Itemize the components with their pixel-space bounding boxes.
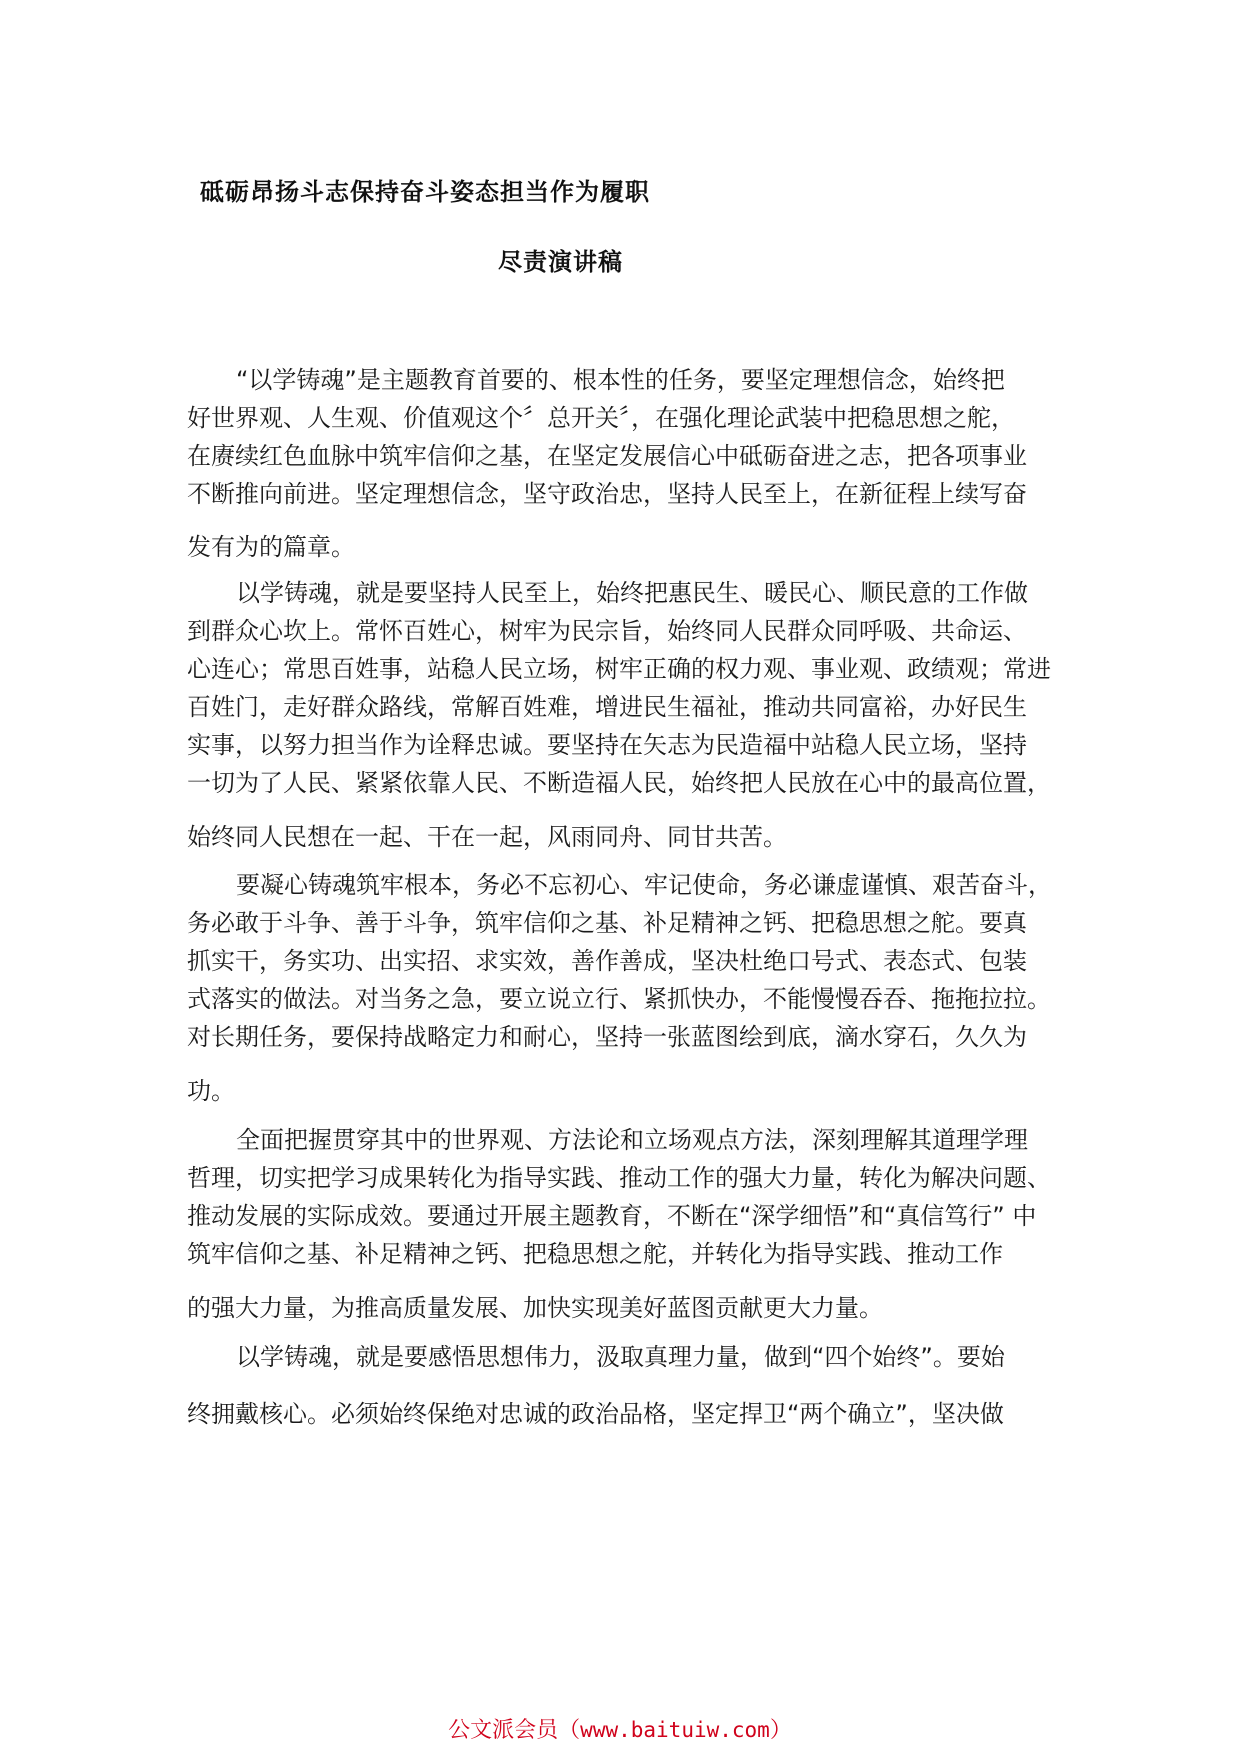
paragraph-2-line-4: 百姓门，走好群众路线，常解百姓难，增进民生福祉，推动共同富裕，办好民生 [187,693,1027,721]
paragraph-3-line-4: 式落实的做法。对当务之急，要立说立行、紧抓快办，不能慢慢吞吞、拖拖拉拉。 [187,985,1051,1013]
paragraph-1-line-2: 好世界观、人生观、价值观这个〞总开关〞，在强化理论武装中把稳思想之舵， [187,404,1015,432]
paragraph-4-line-2: 哲理，切实把学习成果转化为指导实践、推动工作的强大力量，转化为解决问题、 [187,1164,1051,1192]
footer-site-link[interactable]: www.baituiw.com [580,1718,770,1742]
paragraph-2-line-2: 到群众心坎上。常怀百姓心，树牢为民宗旨，始终同人民群众同呼吸、共命运、 [187,617,1027,645]
paragraph-4-line-3: 推动发展的实际成效。要通过开展主题教育，不断在“深学细悟”和“真信笃行” 中 [187,1202,1037,1230]
paragraph-2-line-6: 一切为了人民、紧紧依靠人民、不断造福人民，始终把人民放在心中的最高位置， [187,769,1051,797]
paragraph-2-line-5: 实事，以努力担当作为诠释忠诚。要坚持在矢志为民造福中站稳人民立场，坚持 [187,731,1027,759]
paragraph-1-line-1: “以学铸魂”是主题教育首要的、根本性的任务，要坚定理想信念，始终把 [236,366,1005,394]
paragraph-3-line-5: 对长期任务，要保持战略定力和耐心，坚持一张蓝图绘到底，滴水穿石，久久为 [187,1023,1027,1051]
footer-close-paren: ） [769,1718,792,1743]
paragraph-4-line-4: 筑牢信仰之基、补足精神之钙、把稳思想之舵，并转化为指导实践、推动工作 [187,1240,1003,1268]
paragraph-2-line-1: 以学铸魂，就是要坚持人民至上，始终把惠民生、暖民心、顺民意的工作做 [236,579,1028,607]
paragraph-3-line-6: 功。 [187,1077,235,1105]
paragraph-2-line-7: 始终同人民想在一起、干在一起，风雨同舟、同甘共苦。 [187,823,787,851]
footer-watermark [0,1713,1240,1744]
paragraph-2-line-3: 心连心；常思百姓事，站稳人民立场，树牢正确的权力观、事业观、政绩观；常进 [187,655,1051,683]
document-title-line-1: 砥砺昂扬斗志保持奋斗姿态担当作为履职 [200,178,650,206]
paragraph-5-line-1: 以学铸魂，就是要感悟思想伟力，汲取真理力量，做到“四个始终”。要始 [236,1343,1005,1371]
footer-brand: 公文派会员 [448,1718,559,1743]
paragraph-3-line-2: 务必敢于斗争、善于斗争，筑牢信仰之基、补足精神之钙、把稳思想之舵。要真 [187,909,1027,937]
footer-open-paren: （ [558,1718,581,1743]
document-title-line-2: 尽责演讲稿 [498,248,623,276]
paragraph-1-line-5: 发有为的篇章。 [187,533,355,561]
paragraph-3-line-1: 要凝心铸魂筑牢根本，务必不忘初心、牢记使命，务必谦虚谨慎、艰苦奋斗， [236,871,1052,899]
paragraph-1-line-3: 在赓续红色血脉中筑牢信仰之基，在坚定发展信心中砥砺奋进之志，把各项事业 [187,442,1027,470]
paragraph-3-line-3: 抓实干，务实功、出实招、求实效，善作善成，坚决杜绝口号式、表态式、包装 [187,947,1027,975]
paragraph-5-line-2: 终拥戴核心。必须始终保绝对忠诚的政治品格，坚定捍卫“两个确立”，坚决做 [187,1400,1004,1428]
paragraph-4-line-5: 的强大力量，为推高质量发展、加快实现美好蓝图贡献更大力量。 [187,1294,883,1322]
paragraph-1-line-4: 不断推向前进。坚定理想信念，坚守政治忠，坚持人民至上，在新征程上续写奋 [187,480,1027,508]
paragraph-4-line-1: 全面把握贯穿其中的世界观、方法论和立场观点方法，深刻理解其道理学理 [236,1126,1028,1154]
